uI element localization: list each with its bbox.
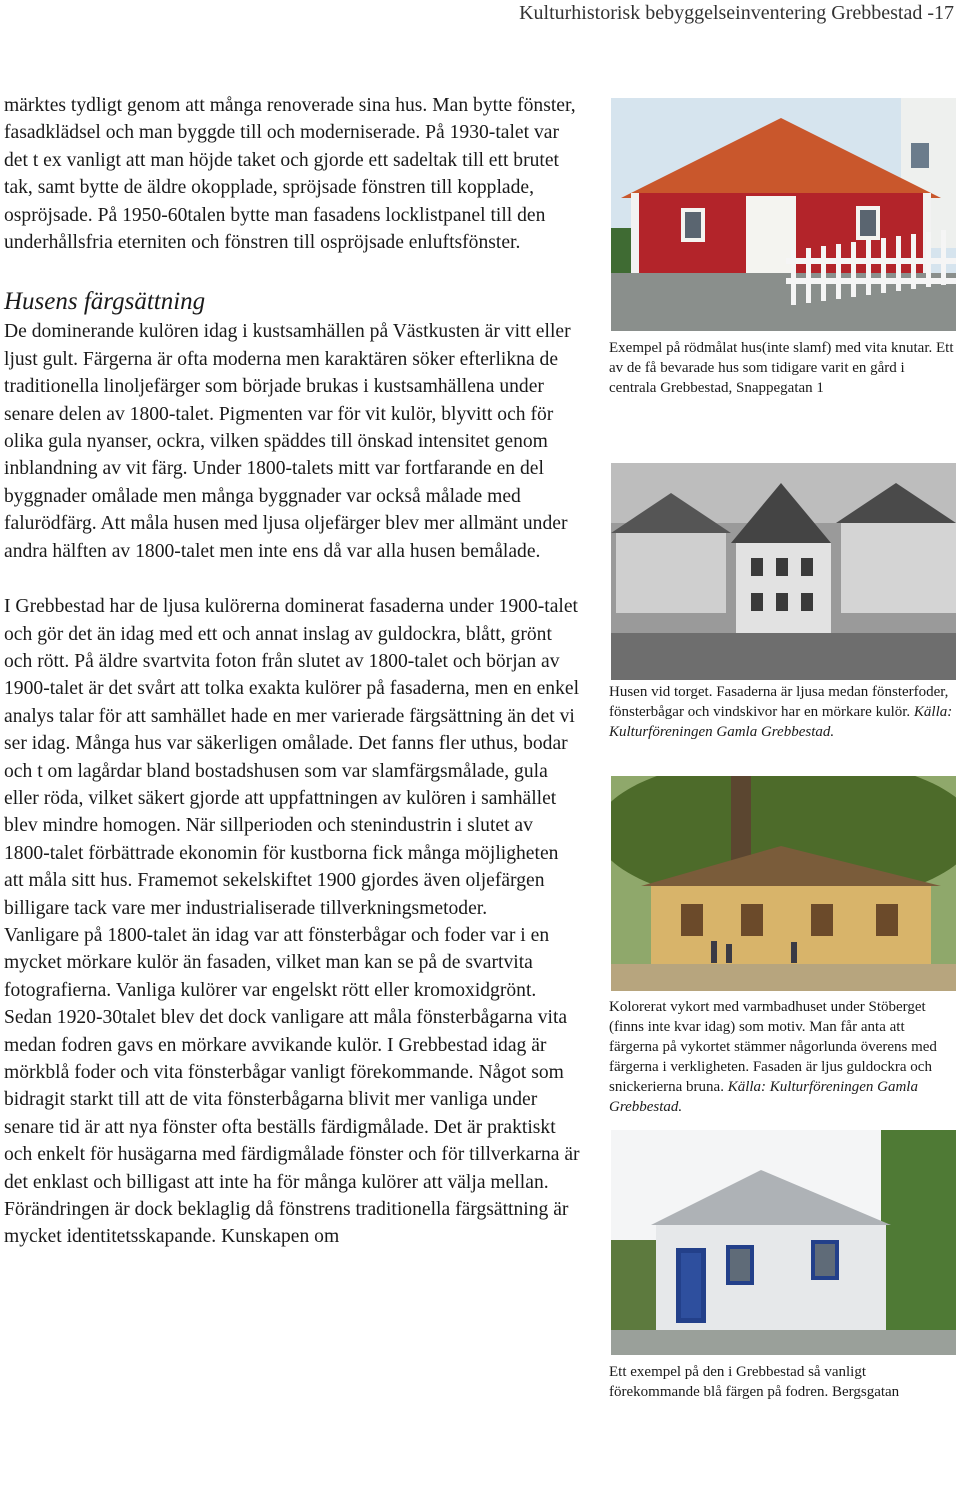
paragraph-intro: märktes tydligt genom att många renoverade sina hus. Man bytte fönster, fasadklädsel och man byggde till och moderniserade. På 1930-talet var det t ex vanligt att man höjde taket och gjorde ett sadeltak till ett brutet tak, samt bytte de äldre okopplade, spröjsade fönstren till kopplade, ospröjsade. På 1950-60talen bytte man fasadens locklistpanel till den underhållsfria eterniten och fönstren till ospröjsade enluftsfönster. [4,95,576,254]
photo-town-square [611,463,956,680]
paragraph-grebbestad: I Grebbestad har de ljusa kulörerna dominerat fasaderna under 1900-talet och gör det än idag med ett och annat inslag av guldockra, blått, grönt och rött. På äldre svartvita foton från slutet av 1800-talet och början av 1900-talet är det svårt att tolka exakta kulörer på fasaderna, men en enkel analys talar för att samhället hade en mer varierade färgsättning än det vi ser idag. Många hus var säkerligen omålade. Det fanns fler uthus, bodar och t om lagårdar bland bostadshusen som var slamfärgsmålade, gula eller röda, vilket säkert gjorde att uppfattningen av kulören i samhället blev mindre homogen. När sillperioden och stenindustrin i slutet av 1800-talet förbättrade ekonomin för kustborna fick många möjligheten att måla sitt hus. Framemot sekelskiftet 1900 gjordes även oljefärgen billigare tack vare mer industrialiserade tillverkningsmetoder. [4,596,580,919]
caption-postcard-source: Källa: Kulturföreningen Gamla Grebbestad. [609,1079,918,1115]
caption-town-square-text: Husen vid torget. Fasaderna är ljusa medan fönsterfoder, fönsterbågar och vindskivor har en mörkare kulör. [609,684,949,720]
caption-blue-door-house: Ett exempel på den i Grebbestad så vanligt förekommande blå färgen på fodren. Bergsgatan [609,1364,900,1400]
photo-blue-door-house [611,1130,956,1355]
photo-postcard-bathhouse [611,776,956,991]
running-header: Kulturhistorisk bebyggelseinventering Grebbestad -17 [519,2,954,24]
section-heading: Husens färgsättning [4,288,206,316]
paragraph-window-frames: Vanligare på 1800-talet än idag var att fönsterbågar och foder var i en mycket mörkare kulör än fasaden, vilket man kan se på de svartvita fotografierna. Vanliga kulörer var engelskt rött eller kromoxidgrönt. Sedan 1920-30talet blev det dock vanligare att måla fönsterbågarna vita medan fodren gavs en mörkare avvikande kulör. I Grebbestad idag är mörkblå foder och vita fönsterbågar vanligt förekommande. Något som bidragit starkt till att de vita fönsterbågarna blivit mer vanliga under senare tid är att nya fönster ofta beställs färdigmålade. Det är praktiskt och enkelt för husägarna med färdigmålade fönster och för tillverkarna är det enklast och billigast att inte ha för många kulörer att välja mellan. Förändringen är dock beklaglig då fönstrens traditionella färgsättning är mycket identitetsskapande. Kunskapen om [4,924,580,1248]
caption-town-square [609,682,954,742]
caption-town-square-source: Källa: Kulturföreningen Gamla Grebbestad. [609,704,953,740]
photo-red-house [611,98,956,331]
spacer [4,565,582,593]
caption-red-house: Exempel på rödmålat hus(inte slamf) med vita knutar. Ett av de få bevarade hus som tidigare varit en gård i centrala Grebbestad, Snappegatan 1 [609,340,954,396]
spacer [4,256,582,286]
caption-postcard [609,997,954,1117]
caption-postcard-text: Kolorerat vykort med varmbadhuset under Stöberget (finns inte kvar idag) som motiv. Man får anta att färgerna på vykortet stämmer någorlunda överens med färgerna i verkligheten. Fasaden är ljus guldockra och snickerierna bruna. [609,999,937,1095]
paragraph-colours: De dominerande kulören idag i kustsamhällen på Västkusten är vitt eller ljust gult. Färgerna är ofta moderna men karaktären söker efterlikna de traditionella linoljefärger som började brukas i kustsamhällena under senare delen av 1800-talet. Pigmenten var för vit kulör, blyvitt och för olika gula nyanser, ockra, vilken späddes till önskad intensitet genom inblandning av vit färg. Under 1800-talets mitt var fortfarande en del byggnader omålade men många byggnader var också målade med falurödfärg. Att måla husen med ljusa oljefärger blev mer allmänt under andra hälften av 1800-talet men inte ens då var alla husen bemålade. [4,321,571,562]
main-text-column [4,92,582,1251]
